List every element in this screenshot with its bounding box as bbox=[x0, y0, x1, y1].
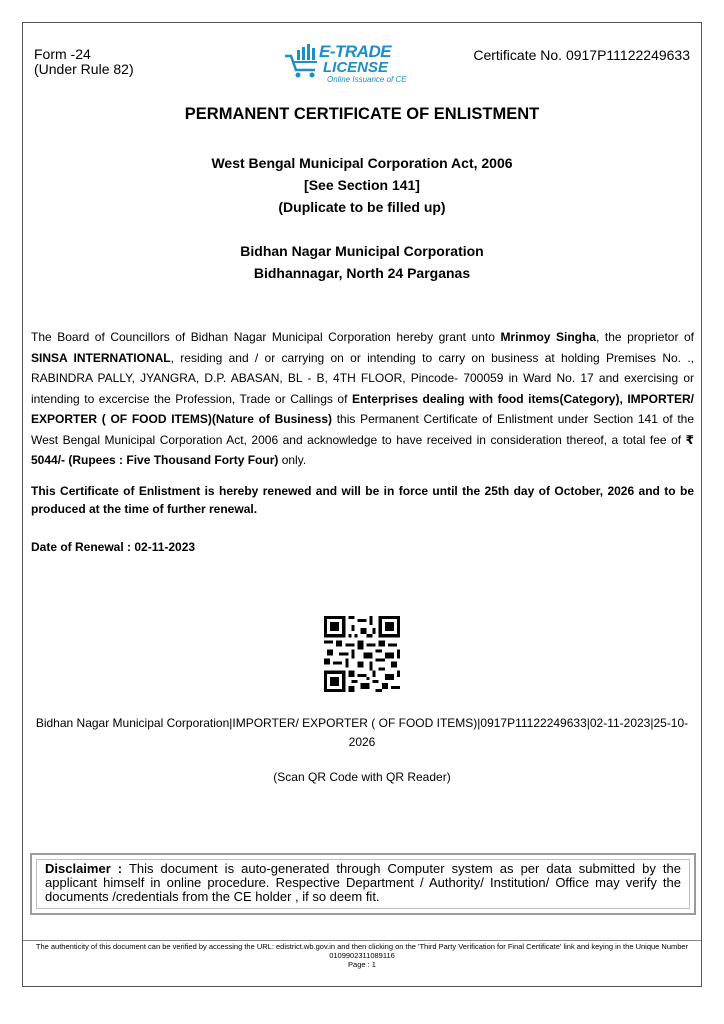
body-text-4: this Permanent Certificate of Enlistment under Section 141 of the West Bengal Municipal Corporation Act, 2006 and acknowledge to have received in consideration thereof, a total fee of bbox=[31, 412, 694, 447]
act-note: (Duplicate to be filled up) bbox=[278, 199, 446, 215]
certificate-number: Certificate No. 0917P11122249633 bbox=[473, 47, 690, 63]
rule-label: (Under Rule 82) bbox=[34, 61, 134, 77]
disclaimer-box bbox=[30, 853, 696, 915]
business-nature: Enterprises dealing with food items(Category), IMPORTER/ EXPORTER ( OF FOOD ITEMS)(Nature of Business) bbox=[31, 391, 695, 426]
corporation-block bbox=[0, 240, 724, 284]
logo-tagline: Online Issuance of CE bbox=[327, 75, 407, 84]
renewal-date: Date of Renewal : 02-11-2023 bbox=[31, 540, 196, 554]
verification-note: The authenticity of this document can be verified by accessing the URL: edistrict.wb.gov.in and then clicking on the 'Third Party Verification for Final Certificate' link and keying in the Unique Number 0109902311089116 bbox=[35, 942, 689, 960]
footer-divider bbox=[23, 940, 701, 941]
qr-code bbox=[324, 616, 400, 692]
firm-name: SINSA INTERNATIONAL bbox=[31, 350, 171, 365]
cart-icon bbox=[283, 44, 323, 80]
act-name: West Bengal Municipal Corporation Act, 2006 bbox=[211, 155, 513, 171]
form-number bbox=[34, 47, 134, 77]
renewal-notice: This Certificate of Enlistment is hereby renewed and will be in force until the 25th day of October, 2026 and to be produced at the time of further renewal. bbox=[31, 484, 694, 516]
disclaimer-content bbox=[36, 859, 690, 909]
corporation-name: Bidhan Nagar Municipal Corporation bbox=[240, 243, 484, 259]
footer bbox=[30, 942, 694, 969]
act-block bbox=[0, 152, 724, 218]
disclaimer-label: Disclaimer : bbox=[45, 861, 123, 876]
proprietor-name: Mrinmoy Singha bbox=[500, 330, 596, 344]
act-section: [See Section 141] bbox=[304, 177, 420, 193]
qr-caption: Bidhan Nagar Municipal Corporation|IMPORTER/ EXPORTER ( OF FOOD ITEMS)|0917P11122249633|02-11-2023|25-10-2026 bbox=[35, 716, 689, 749]
logo-text-etrade: E-TRADE bbox=[319, 42, 392, 61]
disclaimer-text: This document is auto-generated through Computer system as per data submitted by the applicant himself in online procedure. Respective Department / Authority/ Institution/ Office may verify the documents /credentials from the CE holder , if so deem fit. bbox=[45, 861, 682, 904]
scan-instruction: (Scan QR Code with QR Reader) bbox=[273, 770, 451, 784]
body-text-2: , the proprietor of bbox=[596, 330, 695, 344]
body-text-1: The Board of Councillors of Bidhan Nagar Municipal Corporation hereby grant unto bbox=[31, 330, 501, 344]
etrade-license-logo bbox=[283, 40, 407, 84]
document-title: PERMANENT CERTIFICATE OF ENLISTMENT bbox=[184, 105, 540, 123]
body-text-3: , residing and / or carrying on or intending to carry on business at holding Premises No. ., RABINDRA PALLY, JYANGRA, D.P. ABASAN, BL - B, 4TH FLOOR, Pincode- 700059 in Ward No. 17 and exercising or intending to excercise the Profession, Trade or Callings of bbox=[31, 350, 694, 406]
logo-text-license: LICENSE bbox=[323, 59, 389, 76]
corporation-location: Bidhannagar, North 24 Parganas bbox=[253, 265, 471, 281]
page-number: Page : 1 bbox=[348, 960, 376, 969]
fee-amount: ₹ 5044/- (Rupees : Five Thousand Forty Four) bbox=[31, 432, 694, 467]
certificate-body bbox=[31, 327, 694, 471]
form-number-label: Form -24 bbox=[34, 46, 91, 62]
body-text-5: only. bbox=[278, 453, 307, 467]
